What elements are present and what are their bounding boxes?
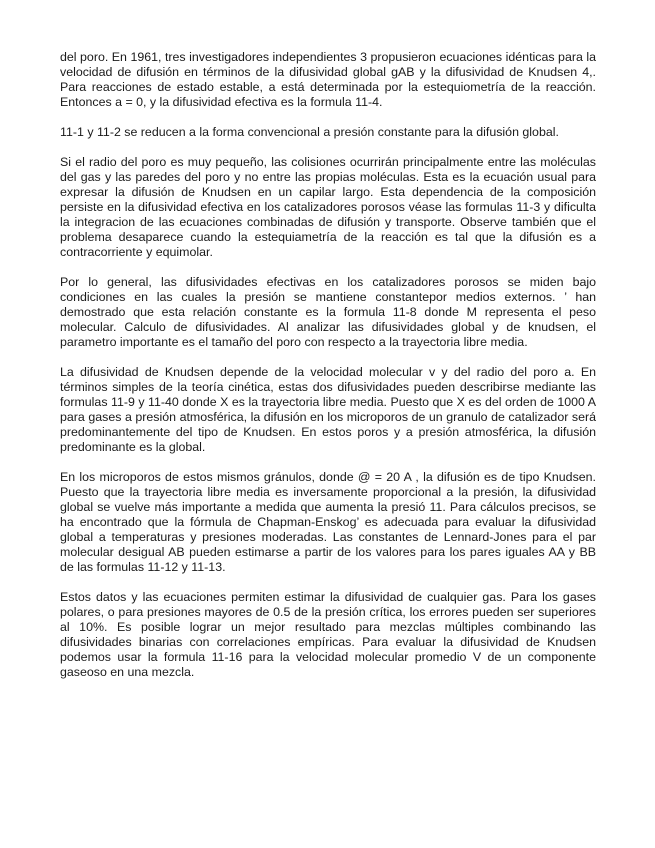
document-body	[60, 50, 596, 695]
paragraph-5: La difusividad de Knudsen depende de la velocidad molecular v y del radio del poro a. En términos simples de la teoría cinética, estas dos difusividades pueden describirse mediante las formulas 11-9 y 11-40 donde X es la trayectoria libre media. Puesto que X es del orden de 1000 A para gases a presión atmosférica, la difusión en los microporos de un granulo de catalizador será predominantemente del tipo de Knudsen. En estos poros y a presión atmosférica, la difusión predominante es la global.	[60, 365, 596, 454]
paragraph-2: 11-1 y 11-2 se reducen a la forma convencional a presión constante para la difusión global.	[60, 125, 559, 139]
paragraph-4: Por lo general, las difusividades efectivas en los catalizadores porosos se miden bajo condiciones en las cuales la presión se mantiene constantepor medios externos. ’ han demostrado que esta relación constante es la formula 11-8 donde M representa el peso molecular. Calculo de difusividades. Al analizar las difusividades global y de knudsen, el parametro importante es el tamaño del poro con respecto a la trayectoria libre media.	[60, 275, 596, 349]
paragraph-1: del poro. En 1961, tres investigadores independientes 3 propusieron ecuaciones idénticas para la velocidad de difusión en términos de la difusividad global gAB y la difusividad de Knudsen 4,. Para reacciones de estado estable, a está determinada por la estequiometría de la reacción. Entonces a = 0, y la difusividad efectiva es la formula 11-4.	[60, 50, 596, 109]
paragraph-6: En los microporos de estos mismos gránulos, donde @ = 20 A , la difusión es de tipo Knudsen. Puesto que la trayectoria libre media es inversamente proporcional a la presión, la difusividad global se vuelve más importante a medida que aumenta la presió 11. Para cálculos precisos, se ha encontrado que la fórmula de Chapman-Enskog’ es adecuada para evaluar la difusividad global a temperaturas y presiones moderadas. Las constantes de Lennard-Jones para el par molecular desigual AB pueden estimarse a partir de los valores para los pares iguales AA y BB de las formulas 11-12 y 11-13.	[60, 470, 596, 574]
paragraph-3: Si el radio del poro es muy pequeño, las colisiones ocurrirán principalmente entre las moléculas del gas y las paredes del poro y no entre las propias moléculas. Esta es la ecuación usual para expresar la difusión de Knudsen en un capilar largo. Esta dependencia de la composición persiste en la difusividad efectiva en los catalizadores porosos véase las formulas 11-3 y dificulta la integracion de las ecuaciones combinadas de difusión y transporte. Observe también que el problema desaparece cuando la estequiametría de la reacción es tal que la difusión es a contracorriente y equimolar.	[60, 155, 596, 259]
paragraph-7: Estos datos y las ecuaciones permiten estimar la difusividad de cualquier gas. Para los gases polares, o para presiones mayores de 0.5 de la presión crítica, los errores pueden ser superiores al 10%. Es posible lograr un mejor resultado para mezclas múltiples combinando las difusividades binarias con correlaciones empíricas. Para evaluar la difusividad de Knudsen podemos usar la formula 11-16 para la velocidad molecular promedio V de un componente gaseoso en una mezcla.	[60, 590, 596, 679]
